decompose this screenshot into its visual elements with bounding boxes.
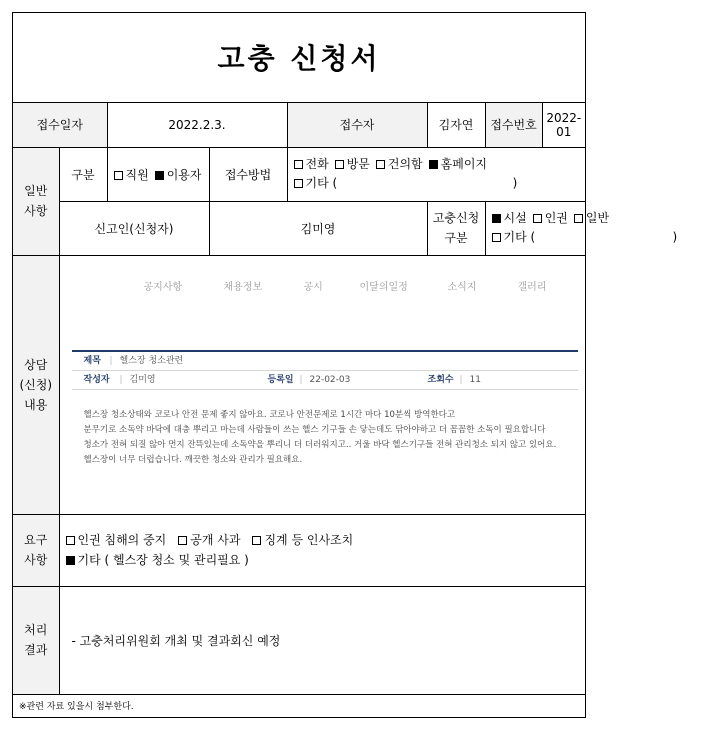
checkbox-discipline[interactable] bbox=[252, 536, 261, 545]
receiver-label: 접수자 bbox=[287, 102, 427, 147]
type-option-other[interactable] bbox=[492, 230, 678, 244]
request-option-discipline-label: 징계 등 인사조치 bbox=[264, 533, 354, 547]
post-author-label: 작성자 bbox=[83, 374, 110, 385]
method-option-visit-label: 방문 bbox=[346, 157, 370, 171]
request-section-label: 요구 사항 bbox=[13, 514, 59, 586]
post-author-value: 김미영 bbox=[129, 374, 156, 385]
category-option-user-label: 이용자 bbox=[166, 167, 202, 182]
receipt-number-label: 접수번호 bbox=[486, 103, 543, 147]
checkbox-public-apology[interactable] bbox=[178, 536, 187, 545]
checkbox-request-other[interactable] bbox=[66, 556, 75, 565]
result-section-label: 처리 결과 bbox=[13, 586, 59, 694]
category-option-staff[interactable] bbox=[114, 168, 149, 182]
post-date-label: 등록일 bbox=[267, 374, 294, 385]
checkbox-homepage[interactable] bbox=[429, 160, 438, 169]
separator: | bbox=[119, 374, 123, 385]
request-option-public-apology-label: 공개 사과 bbox=[190, 533, 241, 547]
receipt-number-value: 2022-01 bbox=[546, 110, 582, 139]
request-option-other-label: 기타 ( 헬스장 청소 및 관리필요 ) bbox=[77, 553, 249, 567]
method-option-other[interactable] bbox=[294, 176, 518, 190]
post-views-label: 조회수 bbox=[427, 374, 454, 385]
applicant-value: 김미영 bbox=[209, 201, 427, 255]
receipt-date-value: 2022.2.3. bbox=[107, 102, 287, 147]
method-option-other-label: 기타 ( ) bbox=[305, 176, 518, 190]
method-option-phone[interactable] bbox=[294, 157, 329, 171]
checkbox-suggestion-box[interactable] bbox=[376, 160, 385, 169]
post-header bbox=[72, 350, 578, 390]
applicant-label: 신고인(신청자) bbox=[59, 201, 209, 255]
post-body-line: 헬스장 청소상태와 코로나 안전 문제 좋지 않아요. 코로나 안전문제로 1시간 마다 10분씩 방역한다고 bbox=[83, 409, 456, 420]
method-option-homepage[interactable] bbox=[429, 157, 487, 171]
nav-item-gallery[interactable]: 갤러리 bbox=[517, 281, 547, 293]
method-option-suggestion-box-label: 건의함 bbox=[387, 157, 423, 171]
method-option-visit[interactable] bbox=[335, 157, 370, 171]
separator: | bbox=[299, 374, 303, 385]
nav-item-newsletter[interactable]: 소식지 bbox=[447, 281, 477, 293]
consult-content bbox=[59, 255, 585, 514]
request-options bbox=[59, 514, 585, 586]
request-option-other[interactable] bbox=[66, 553, 249, 567]
category-label: 구분 bbox=[59, 147, 107, 201]
receiver-value: 김자연 bbox=[427, 102, 485, 147]
checkbox-visit[interactable] bbox=[335, 160, 344, 169]
request-option-stop-violation-label: 인권 침해의 중지 bbox=[77, 533, 167, 547]
post-meta-row bbox=[72, 371, 578, 390]
checkbox-type-other[interactable] bbox=[492, 233, 501, 242]
method-option-suggestion-box[interactable] bbox=[376, 157, 423, 171]
form-title: 고충 신청서 bbox=[217, 42, 381, 76]
nav-item-notice[interactable]: 공지사항 bbox=[143, 281, 183, 293]
separator: | bbox=[109, 355, 113, 366]
nav-item-schedule[interactable]: 이달의일정 bbox=[359, 281, 408, 293]
type-option-human-rights[interactable] bbox=[533, 211, 568, 225]
method-option-homepage-label: 홈페이지 bbox=[440, 157, 488, 171]
nav-item-jobs[interactable]: 채용정보 bbox=[223, 281, 263, 293]
category-options bbox=[107, 147, 209, 201]
method-options bbox=[287, 147, 585, 201]
checkbox-user[interactable] bbox=[155, 171, 164, 180]
request-option-stop-violation[interactable] bbox=[66, 533, 167, 547]
checkbox-stop-violation[interactable] bbox=[66, 536, 75, 545]
method-label: 접수방법 bbox=[209, 147, 287, 201]
result-text: - 고충처리위원회 개최 및 결과회신 예정 bbox=[59, 586, 585, 694]
type-option-general-label: 일반 bbox=[585, 211, 610, 225]
post-body bbox=[84, 408, 584, 468]
checkbox-staff[interactable] bbox=[114, 171, 123, 180]
checkbox-general[interactable] bbox=[574, 214, 583, 223]
type-label: 고충신청 구분 bbox=[427, 201, 485, 255]
post-body-line: 헬스장이 너무 더럽습니다. 깨끗한 청소와 관리가 필요해요. bbox=[83, 454, 303, 465]
complaint-form bbox=[12, 12, 678, 718]
receipt-number-cell bbox=[485, 102, 585, 147]
category-option-staff-label: 직원 bbox=[125, 167, 149, 182]
post-subject-value: 헬스장 청소관련 bbox=[119, 355, 184, 366]
nav-item-disclosure[interactable]: 공시 bbox=[303, 281, 323, 293]
checkbox-human-rights[interactable] bbox=[533, 214, 542, 223]
type-option-facility-label: 시설 bbox=[503, 211, 527, 225]
general-section-label: 일반 사항 bbox=[13, 147, 59, 255]
form-table bbox=[13, 13, 678, 695]
post-body-line: 분무기로 소독약 바닥에 대충 뿌리고 마는데 사람들이 쓰는 헬스 기구들 손 닿는데도 닦아야하고 더 꼼꼼한 소독이 필요합니다 bbox=[83, 424, 546, 435]
consult-section-label: 상담 (신청) 내용 bbox=[13, 255, 59, 514]
form-title-cell bbox=[13, 13, 585, 102]
checkbox-facility[interactable] bbox=[492, 214, 501, 223]
checkbox-method-other[interactable] bbox=[294, 179, 303, 188]
receipt-date-label: 접수일자 bbox=[13, 102, 107, 147]
type-option-human-rights-label: 인권 bbox=[544, 211, 568, 225]
separator: | bbox=[459, 374, 463, 385]
post-subject-label: 제목 bbox=[83, 355, 101, 366]
footnote: ※관련 자료 있을시 첨부한다. bbox=[19, 702, 134, 712]
type-option-other-label: 기타 ( ) bbox=[503, 230, 678, 244]
method-option-phone-label: 전화 bbox=[305, 157, 329, 171]
type-option-general[interactable] bbox=[574, 211, 609, 225]
post-body-line: 청소가 전혀 되질 않아 먼지 잔뜩있는데 소독약을 뿌리니 더 더러워지고.. 거울 바닥 헬스기구들 전혀 관리청소 되지 않고 있어요. bbox=[83, 439, 557, 450]
post-views-value: 11 bbox=[469, 374, 481, 385]
request-option-discipline[interactable] bbox=[252, 533, 353, 547]
type-option-facility[interactable] bbox=[492, 211, 527, 225]
category-option-user[interactable] bbox=[155, 168, 202, 182]
post-date-value: 22-02-03 bbox=[309, 374, 351, 385]
post-subject-row bbox=[72, 352, 578, 371]
type-options bbox=[485, 201, 678, 255]
request-option-public-apology[interactable] bbox=[178, 533, 240, 547]
checkbox-phone[interactable] bbox=[294, 160, 303, 169]
